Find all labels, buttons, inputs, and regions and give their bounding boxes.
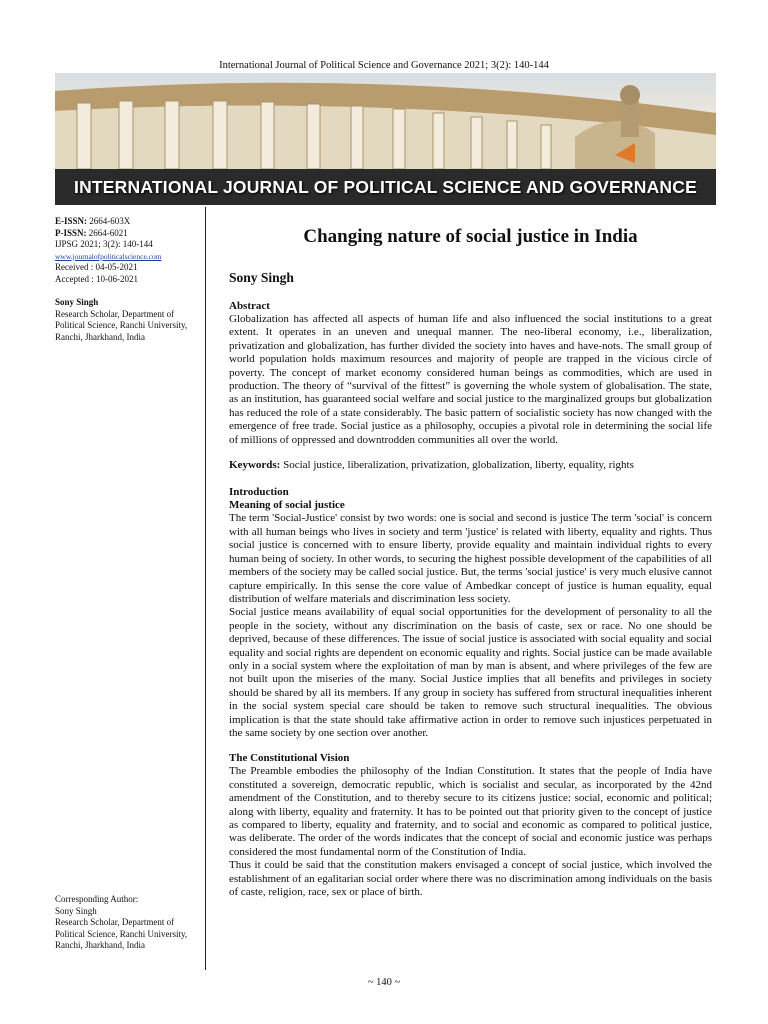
- pissn-value: 2664-6021: [88, 227, 128, 238]
- journal-banner: [55, 73, 716, 205]
- running-head: International Journal of Political Science and Governance 2021; 3(2): 140-144: [219, 60, 549, 71]
- paragraph-2: Social justice means availability of equal social opportunities for the development of personality to all the people in the society, without any discrimination on the basis of caste, sex or race. No one should be deprived, because of these differences. The issue of social justice is associated with social equality and social equality and social rights are dependent on economic equality and rights. Social justice can be made available only in a social system where the exploitation of man by man is absent, and where privileges of the few are not built upon the miseries of the many. Social Justice implies that all benefits and privileges in society should be shared by all its members. If any group in society has suffered from structural inequalities inherent in the social system special care should be taken to remove such structural inequalities. The obvious implication is that the state should take affirmative action in order to remove such injustices perpetuated in the same society by one section over another.: [229, 606, 712, 739]
- keywords-text: Social justice, liberalization, privatization, globalization, liberty, equality, rights: [283, 459, 634, 472]
- column-divider: [205, 207, 206, 970]
- eissn-line: [55, 216, 205, 228]
- article-body: [229, 226, 712, 899]
- eissn-value: 2664-603X: [89, 216, 131, 226]
- sidebar-author-affiliation: Research Scholar, Department of Political Science, Ranchi University, Ranchi, Jharkhand, India: [55, 308, 188, 342]
- keywords-line: [229, 459, 712, 472]
- article-meta-sidebar: [55, 216, 205, 343]
- keywords-label: Keywords:: [229, 459, 281, 472]
- pissn-label: P-ISSN:: [55, 227, 87, 238]
- corresponding-author: [55, 894, 205, 952]
- constitutional-vision-heading: The Constitutional Vision: [229, 752, 350, 765]
- abstract-text: Globalization has affected all aspects of human life and also influenced the social institutions to a great extent. It operates in an uneven and unequal manner. The neo-liberal economy, i.e., liberalization, privatization and globalization, has further divided the society into haves and have-nots. The small group of world population holds maximum resources and majority of people are trapped in the vicious circle of poverty. The concept of market economy considered human beings as commodities, which are used in production. The theory of “survival of the fittest” is governing the whole system of globalisation. The state, as an institution, has guaranteed social welfare and social justice to the marginalized groups but globalization has reduced the role of a state considerably. The basic pattern of socialistic society has now changed with the emergence of free trade. Social justice as a philosophy, occupies a pivotal role in determining the social life of millions of oppressed and downtrodden communities all over the world.: [229, 313, 712, 446]
- meaning-heading: Meaning of social justice: [229, 499, 345, 512]
- paragraph-4: Thus it could be said that the constitution makers envisaged a concept of social justice, which involved the establishment of an egalitarian social order where there was no discrimination among individuals on the basis of caste, religion, race, sex or place of birth.: [229, 859, 712, 899]
- page-number: ~ 140 ~: [367, 977, 401, 988]
- banner-title: INTERNATIONAL JOURNAL OF POLITICAL SCIENCE AND GOVERNANCE: [74, 177, 697, 197]
- eissn-label: E-ISSN:: [55, 216, 88, 226]
- sidebar-author-name: Sony Singh: [55, 297, 99, 307]
- corresponding-affiliation: Research Scholar, Department of Political Science, Ranchi University, Ranchi, Jharkhand, India: [55, 917, 188, 950]
- corresponding-name: Sony Singh: [55, 905, 97, 916]
- abstract-heading: Abstract: [229, 300, 270, 312]
- pissn-line: [55, 228, 205, 240]
- paragraph-3: The Preamble embodies the philosophy of the Indian Constitution. It states that the people of India have constituted a sovereign, democratic republic, which is socialist and secular, as incorporated by the 42nd amendment of the Constitution, and to thereby secure to its citizens justice: social, economic and political; along with liberty, equality and fraternity. It has to be pointed out that priority given to the concept of justice as compared to liberty, equality and fraternity, and to social and economic as compared to political justice, was deliberate. The order of the words indicates that the concept of social and economic justice was perhaps considered the most fundamental norm of the Constitution of India.: [229, 765, 712, 858]
- journal-website-link[interactable]: www.journalofpoliticalscience.com: [55, 251, 162, 261]
- introduction-heading: Introduction: [229, 486, 289, 499]
- ijpsg-citation: IJPSG 2021; 3(2): 140-144: [55, 239, 153, 249]
- received-date: Received : 04-05-2021: [55, 262, 138, 272]
- paragraph-1: The term 'Social-Justice' consist by two words: one is social and second is justice The term 'social' is concern with all human beings who lives in society and term 'justice' is related with liberty, equality and rights. Thus social justice is concerned with to ensure liberty, provide equality and maintain individual rights to every human being of society. In other words, to securing the highest possible development of the capabilities of all members of the society may be called social justice. But, the terms 'social justice' is very much elusive cannot capture empirically. In this sense the core value of Ambedkar concept of justice is human equality, equal distribution of welfare materials and discrimination less society.: [229, 512, 712, 605]
- article-author: Sony Singh: [229, 270, 294, 285]
- accepted-date: Accepted : 10-06-2021: [55, 273, 138, 284]
- article-title: Changing nature of social justice in India: [303, 226, 638, 247]
- corresponding-label: Corresponding Author:: [55, 894, 139, 904]
